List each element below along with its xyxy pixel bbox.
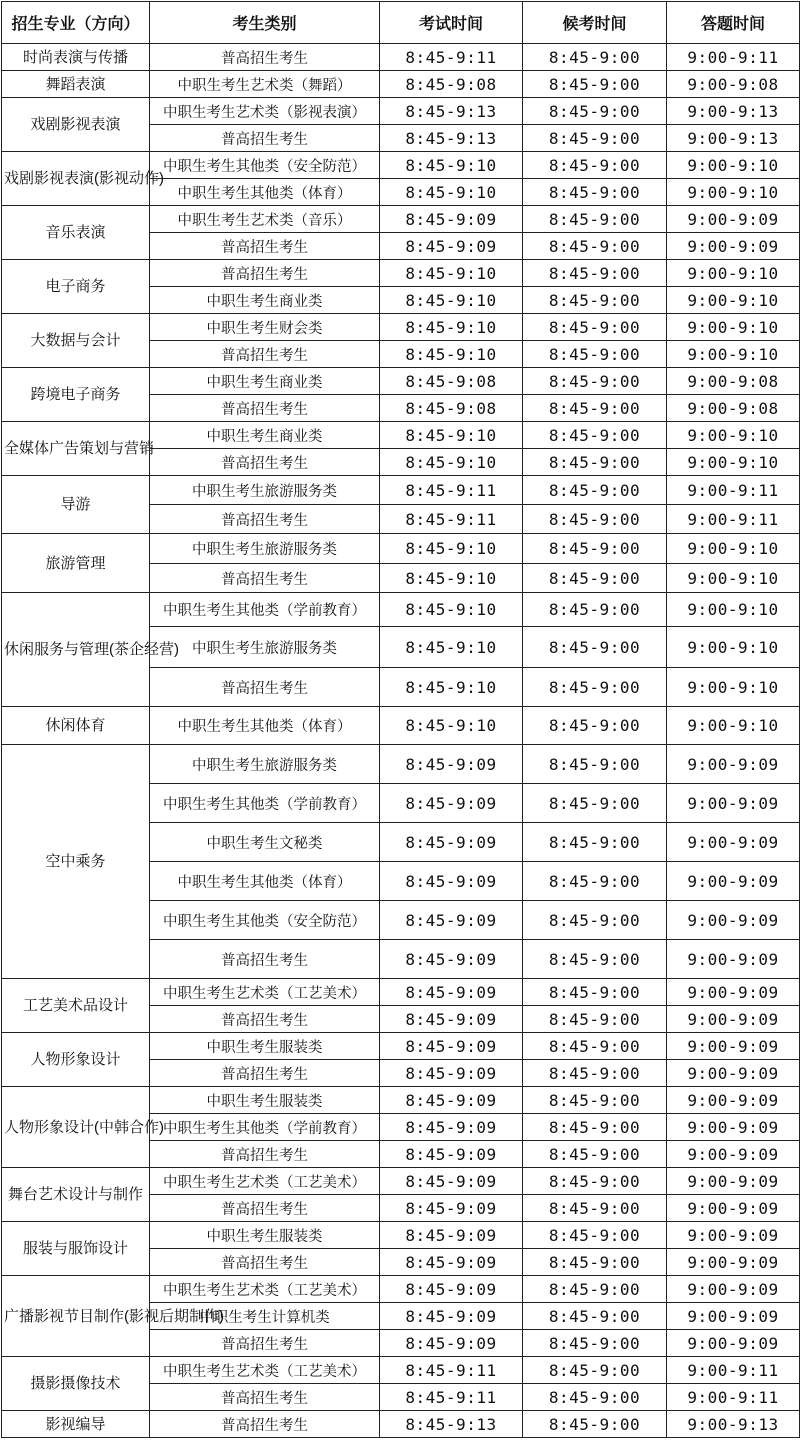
category-cell: 普高招生考生	[150, 1249, 380, 1276]
header-category: 考生类别	[150, 2, 380, 44]
wait-time-cell: 8:45-9:00	[523, 1114, 667, 1141]
answer-time-cell: 9:00-9:10	[667, 534, 800, 564]
exam-time-cell: 8:45-9:09	[380, 979, 523, 1006]
major-cell: 舞蹈表演	[2, 71, 150, 98]
category-cell: 中职生考生计算机类	[150, 1303, 380, 1330]
table-row	[2, 314, 800, 341]
exam-time-cell: 8:45-9:10	[380, 534, 523, 564]
category-cell: 中职生考生服装类	[150, 1033, 380, 1060]
table-row	[2, 71, 800, 98]
exam-time-cell: 8:45-9:09	[380, 1114, 523, 1141]
category-cell: 中职生考生艺术类（影视表演）	[150, 98, 380, 125]
answer-time-cell: 9:00-9:10	[667, 449, 800, 476]
table-row	[2, 44, 800, 71]
answer-time-cell: 9:00-9:09	[667, 862, 800, 901]
table-row	[2, 707, 800, 745]
exam-time-cell: 8:45-9:09	[380, 862, 523, 901]
wait-time-cell: 8:45-9:00	[523, 476, 667, 505]
category-cell: 普高招生考生	[150, 395, 380, 422]
category-cell: 普高招生考生	[150, 505, 380, 534]
category-cell: 中职生考生旅游服务类	[150, 534, 380, 564]
wait-time-cell: 8:45-9:00	[523, 627, 667, 668]
category-cell: 普高招生考生	[150, 233, 380, 260]
major-cell: 戏剧影视表演	[2, 98, 150, 152]
answer-time-cell: 9:00-9:09	[667, 823, 800, 862]
answer-time-cell: 9:00-9:11	[667, 505, 800, 534]
major-cell: 广播影视节目制作(影视后期制作)	[2, 1276, 150, 1357]
exam-time-cell: 8:45-9:11	[380, 44, 523, 71]
exam-schedule-table	[1, 1, 800, 1438]
exam-time-cell: 8:45-9:13	[380, 1411, 523, 1438]
table-row	[2, 593, 800, 627]
wait-time-cell: 8:45-9:00	[523, 862, 667, 901]
answer-time-cell: 9:00-9:10	[667, 707, 800, 745]
exam-time-cell: 8:45-9:10	[380, 260, 523, 287]
wait-time-cell: 8:45-9:00	[523, 422, 667, 449]
table-row	[2, 1357, 800, 1384]
answer-time-cell: 9:00-9:09	[667, 1141, 800, 1168]
wait-time-cell: 8:45-9:00	[523, 449, 667, 476]
wait-time-cell: 8:45-9:00	[523, 395, 667, 422]
header-wait-time: 候考时间	[523, 2, 667, 44]
category-cell: 普高招生考生	[150, 1141, 380, 1168]
table-row	[2, 1087, 800, 1114]
wait-time-cell: 8:45-9:00	[523, 1357, 667, 1384]
exam-time-cell: 8:45-9:09	[380, 1060, 523, 1087]
category-cell: 普高招生考生	[150, 449, 380, 476]
wait-time-cell: 8:45-9:00	[523, 287, 667, 314]
exam-time-cell: 8:45-9:09	[380, 1249, 523, 1276]
exam-time-cell: 8:45-9:09	[380, 1276, 523, 1303]
category-cell: 中职生考生服装类	[150, 1222, 380, 1249]
table-row	[2, 476, 800, 505]
exam-time-cell: 8:45-9:10	[380, 593, 523, 627]
wait-time-cell: 8:45-9:00	[523, 901, 667, 940]
category-cell: 中职生考生其他类（体育）	[150, 707, 380, 745]
category-cell: 普高招生考生	[150, 44, 380, 71]
exam-time-cell: 8:45-9:10	[380, 152, 523, 179]
exam-time-cell: 8:45-9:13	[380, 98, 523, 125]
answer-time-cell: 9:00-9:10	[667, 152, 800, 179]
answer-time-cell: 9:00-9:09	[667, 901, 800, 940]
category-cell: 普高招生考生	[150, 1060, 380, 1087]
exam-time-cell: 8:45-9:10	[380, 449, 523, 476]
answer-time-cell: 9:00-9:11	[667, 1357, 800, 1384]
category-cell: 中职生考生商业类	[150, 287, 380, 314]
wait-time-cell: 8:45-9:00	[523, 260, 667, 287]
exam-time-cell: 8:45-9:09	[380, 784, 523, 823]
category-cell: 普高招生考生	[150, 1006, 380, 1033]
major-cell: 戏剧影视表演(影视动作)	[2, 152, 150, 206]
exam-time-cell: 8:45-9:10	[380, 564, 523, 593]
wait-time-cell: 8:45-9:00	[523, 593, 667, 627]
exam-time-cell: 8:45-9:09	[380, 1006, 523, 1033]
header-row	[2, 2, 800, 44]
answer-time-cell: 9:00-9:09	[667, 1303, 800, 1330]
major-cell: 服装与服饰设计	[2, 1222, 150, 1276]
header-major: 招生专业（方向）	[2, 2, 150, 44]
major-cell: 影视编导	[2, 1411, 150, 1438]
wait-time-cell: 8:45-9:00	[523, 1222, 667, 1249]
wait-time-cell: 8:45-9:00	[523, 940, 667, 979]
answer-time-cell: 9:00-9:08	[667, 395, 800, 422]
category-cell: 普高招生考生	[150, 1384, 380, 1411]
category-cell: 普高招生考生	[150, 125, 380, 152]
wait-time-cell: 8:45-9:00	[523, 1033, 667, 1060]
category-cell: 普高招生考生	[150, 260, 380, 287]
wait-time-cell: 8:45-9:00	[523, 979, 667, 1006]
wait-time-cell: 8:45-9:00	[523, 784, 667, 823]
wait-time-cell: 8:45-9:00	[523, 1249, 667, 1276]
major-cell: 人物形象设计(中韩合作)	[2, 1087, 150, 1168]
wait-time-cell: 8:45-9:00	[523, 1411, 667, 1438]
answer-time-cell: 9:00-9:09	[667, 1033, 800, 1060]
answer-time-cell: 9:00-9:09	[667, 940, 800, 979]
wait-time-cell: 8:45-9:00	[523, 1141, 667, 1168]
exam-time-cell: 8:45-9:09	[380, 1168, 523, 1195]
wait-time-cell: 8:45-9:00	[523, 206, 667, 233]
exam-time-cell: 8:45-9:08	[380, 395, 523, 422]
answer-time-cell: 9:00-9:10	[667, 314, 800, 341]
major-cell: 工艺美术品设计	[2, 979, 150, 1033]
category-cell: 中职生考生旅游服务类	[150, 627, 380, 668]
table-row	[2, 979, 800, 1006]
major-cell: 摄影摄像技术	[2, 1357, 150, 1411]
category-cell: 中职生考生旅游服务类	[150, 476, 380, 505]
exam-time-cell: 8:45-9:10	[380, 422, 523, 449]
exam-time-cell: 8:45-9:09	[380, 901, 523, 940]
category-cell: 中职生考生艺术类（舞蹈）	[150, 71, 380, 98]
answer-time-cell: 9:00-9:10	[667, 668, 800, 707]
exam-time-cell: 8:45-9:10	[380, 668, 523, 707]
table-row	[2, 152, 800, 179]
major-cell: 休闲服务与管理(茶企经营)	[2, 593, 150, 707]
wait-time-cell: 8:45-9:00	[523, 1087, 667, 1114]
exam-time-cell: 8:45-9:09	[380, 940, 523, 979]
schedule-body	[2, 44, 800, 1438]
table-row	[2, 1411, 800, 1438]
category-cell: 中职生考生文秘类	[150, 823, 380, 862]
exam-time-cell: 8:45-9:09	[380, 1087, 523, 1114]
category-cell: 中职生考生其他类（安全防范）	[150, 152, 380, 179]
answer-time-cell: 9:00-9:09	[667, 979, 800, 1006]
exam-time-cell: 8:45-9:10	[380, 341, 523, 368]
table-row	[2, 422, 800, 449]
table-row	[2, 1222, 800, 1249]
exam-time-cell: 8:45-9:13	[380, 125, 523, 152]
category-cell: 普高招生考生	[150, 668, 380, 707]
exam-time-cell: 8:45-9:11	[380, 1357, 523, 1384]
answer-time-cell: 9:00-9:09	[667, 1222, 800, 1249]
major-cell: 电子商务	[2, 260, 150, 314]
answer-time-cell: 9:00-9:09	[667, 1249, 800, 1276]
wait-time-cell: 8:45-9:00	[523, 179, 667, 206]
category-cell: 中职生考生其他类（学前教育）	[150, 1114, 380, 1141]
table-row	[2, 206, 800, 233]
wait-time-cell: 8:45-9:00	[523, 368, 667, 395]
category-cell: 普高招生考生	[150, 940, 380, 979]
wait-time-cell: 8:45-9:00	[523, 745, 667, 784]
major-cell: 全媒体广告策划与营销	[2, 422, 150, 476]
exam-time-cell: 8:45-9:09	[380, 1222, 523, 1249]
wait-time-cell: 8:45-9:00	[523, 564, 667, 593]
exam-time-cell: 8:45-9:10	[380, 287, 523, 314]
major-cell: 时尚表演与传播	[2, 44, 150, 71]
exam-time-cell: 8:45-9:09	[380, 745, 523, 784]
wait-time-cell: 8:45-9:00	[523, 71, 667, 98]
answer-time-cell: 9:00-9:10	[667, 627, 800, 668]
category-cell: 中职生考生艺术类（工艺美术）	[150, 1276, 380, 1303]
answer-time-cell: 9:00-9:09	[667, 1087, 800, 1114]
category-cell: 中职生考生其他类（安全防范）	[150, 901, 380, 940]
wait-time-cell: 8:45-9:00	[523, 823, 667, 862]
answer-time-cell: 9:00-9:10	[667, 287, 800, 314]
exam-time-cell: 8:45-9:10	[380, 314, 523, 341]
exam-time-cell: 8:45-9:08	[380, 368, 523, 395]
answer-time-cell: 9:00-9:08	[667, 368, 800, 395]
category-cell: 中职生考生艺术类（工艺美术）	[150, 979, 380, 1006]
exam-time-cell: 8:45-9:10	[380, 627, 523, 668]
wait-time-cell: 8:45-9:00	[523, 668, 667, 707]
exam-time-cell: 8:45-9:09	[380, 1195, 523, 1222]
major-cell: 休闲体育	[2, 707, 150, 745]
major-cell: 旅游管理	[2, 534, 150, 593]
category-cell: 中职生考生其他类（学前教育）	[150, 784, 380, 823]
wait-time-cell: 8:45-9:00	[523, 1195, 667, 1222]
wait-time-cell: 8:45-9:00	[523, 1384, 667, 1411]
answer-time-cell: 9:00-9:09	[667, 1195, 800, 1222]
header-exam-time: 考试时间	[380, 2, 523, 44]
category-cell: 中职生考生财会类	[150, 314, 380, 341]
exam-time-cell: 8:45-9:09	[380, 206, 523, 233]
wait-time-cell: 8:45-9:00	[523, 707, 667, 745]
answer-time-cell: 9:00-9:09	[667, 745, 800, 784]
exam-time-cell: 8:45-9:10	[380, 707, 523, 745]
exam-time-cell: 8:45-9:08	[380, 71, 523, 98]
answer-time-cell: 9:00-9:10	[667, 179, 800, 206]
exam-time-cell: 8:45-9:10	[380, 179, 523, 206]
major-cell: 大数据与会计	[2, 314, 150, 368]
exam-time-cell: 8:45-9:11	[380, 1384, 523, 1411]
category-cell: 中职生考生旅游服务类	[150, 745, 380, 784]
answer-time-cell: 9:00-9:09	[667, 233, 800, 260]
table-row	[2, 98, 800, 125]
table-row	[2, 260, 800, 287]
major-cell: 导游	[2, 476, 150, 534]
exam-time-cell: 8:45-9:09	[380, 1141, 523, 1168]
answer-time-cell: 9:00-9:09	[667, 1060, 800, 1087]
table-row	[2, 1168, 800, 1195]
exam-time-cell: 8:45-9:11	[380, 476, 523, 505]
table-row	[2, 1276, 800, 1303]
answer-time-cell: 9:00-9:09	[667, 1330, 800, 1357]
major-cell: 舞台艺术设计与制作	[2, 1168, 150, 1222]
answer-time-cell: 9:00-9:09	[667, 784, 800, 823]
category-cell: 中职生考生艺术类（音乐）	[150, 206, 380, 233]
wait-time-cell: 8:45-9:00	[523, 341, 667, 368]
category-cell: 普高招生考生	[150, 1330, 380, 1357]
answer-time-cell: 9:00-9:10	[667, 422, 800, 449]
category-cell: 中职生考生其他类（体育）	[150, 862, 380, 901]
answer-time-cell: 9:00-9:13	[667, 125, 800, 152]
table-row	[2, 745, 800, 784]
category-cell: 中职生考生艺术类（工艺美术）	[150, 1168, 380, 1195]
wait-time-cell: 8:45-9:00	[523, 534, 667, 564]
category-cell: 普高招生考生	[150, 564, 380, 593]
answer-time-cell: 9:00-9:11	[667, 476, 800, 505]
exam-time-cell: 8:45-9:09	[380, 233, 523, 260]
table-row	[2, 534, 800, 564]
wait-time-cell: 8:45-9:00	[523, 505, 667, 534]
major-cell: 人物形象设计	[2, 1033, 150, 1087]
wait-time-cell: 8:45-9:00	[523, 44, 667, 71]
exam-time-cell: 8:45-9:09	[380, 1303, 523, 1330]
wait-time-cell: 8:45-9:00	[523, 1168, 667, 1195]
wait-time-cell: 8:45-9:00	[523, 1060, 667, 1087]
answer-time-cell: 9:00-9:10	[667, 593, 800, 627]
wait-time-cell: 8:45-9:00	[523, 1330, 667, 1357]
wait-time-cell: 8:45-9:00	[523, 233, 667, 260]
category-cell: 普高招生考生	[150, 341, 380, 368]
category-cell: 中职生考生商业类	[150, 422, 380, 449]
major-cell: 空中乘务	[2, 745, 150, 979]
category-cell: 中职生考生服装类	[150, 1087, 380, 1114]
answer-time-cell: 9:00-9:09	[667, 206, 800, 233]
wait-time-cell: 8:45-9:00	[523, 152, 667, 179]
exam-time-cell: 8:45-9:09	[380, 1330, 523, 1357]
answer-time-cell: 9:00-9:13	[667, 1411, 800, 1438]
category-cell: 中职生考生艺术类（工艺美术）	[150, 1357, 380, 1384]
header-answer-time: 答题时间	[667, 2, 800, 44]
category-cell: 普高招生考生	[150, 1195, 380, 1222]
answer-time-cell: 9:00-9:10	[667, 341, 800, 368]
wait-time-cell: 8:45-9:00	[523, 125, 667, 152]
answer-time-cell: 9:00-9:09	[667, 1168, 800, 1195]
table-row	[2, 368, 800, 395]
answer-time-cell: 9:00-9:11	[667, 44, 800, 71]
wait-time-cell: 8:45-9:00	[523, 98, 667, 125]
major-cell: 跨境电子商务	[2, 368, 150, 422]
exam-time-cell: 8:45-9:09	[380, 1033, 523, 1060]
category-cell: 普高招生考生	[150, 1411, 380, 1438]
wait-time-cell: 8:45-9:00	[523, 314, 667, 341]
category-cell: 中职生考生商业类	[150, 368, 380, 395]
answer-time-cell: 9:00-9:09	[667, 1276, 800, 1303]
answer-time-cell: 9:00-9:09	[667, 1114, 800, 1141]
table-row	[2, 1033, 800, 1060]
wait-time-cell: 8:45-9:00	[523, 1006, 667, 1033]
major-cell: 音乐表演	[2, 206, 150, 260]
exam-time-cell: 8:45-9:09	[380, 823, 523, 862]
answer-time-cell: 9:00-9:08	[667, 71, 800, 98]
answer-time-cell: 9:00-9:11	[667, 1384, 800, 1411]
wait-time-cell: 8:45-9:00	[523, 1303, 667, 1330]
wait-time-cell: 8:45-9:00	[523, 1276, 667, 1303]
answer-time-cell: 9:00-9:10	[667, 564, 800, 593]
answer-time-cell: 9:00-9:09	[667, 1006, 800, 1033]
category-cell: 中职生考生其他类（学前教育）	[150, 593, 380, 627]
exam-time-cell: 8:45-9:11	[380, 505, 523, 534]
answer-time-cell: 9:00-9:13	[667, 98, 800, 125]
answer-time-cell: 9:00-9:10	[667, 260, 800, 287]
category-cell: 中职生考生其他类（体育）	[150, 179, 380, 206]
